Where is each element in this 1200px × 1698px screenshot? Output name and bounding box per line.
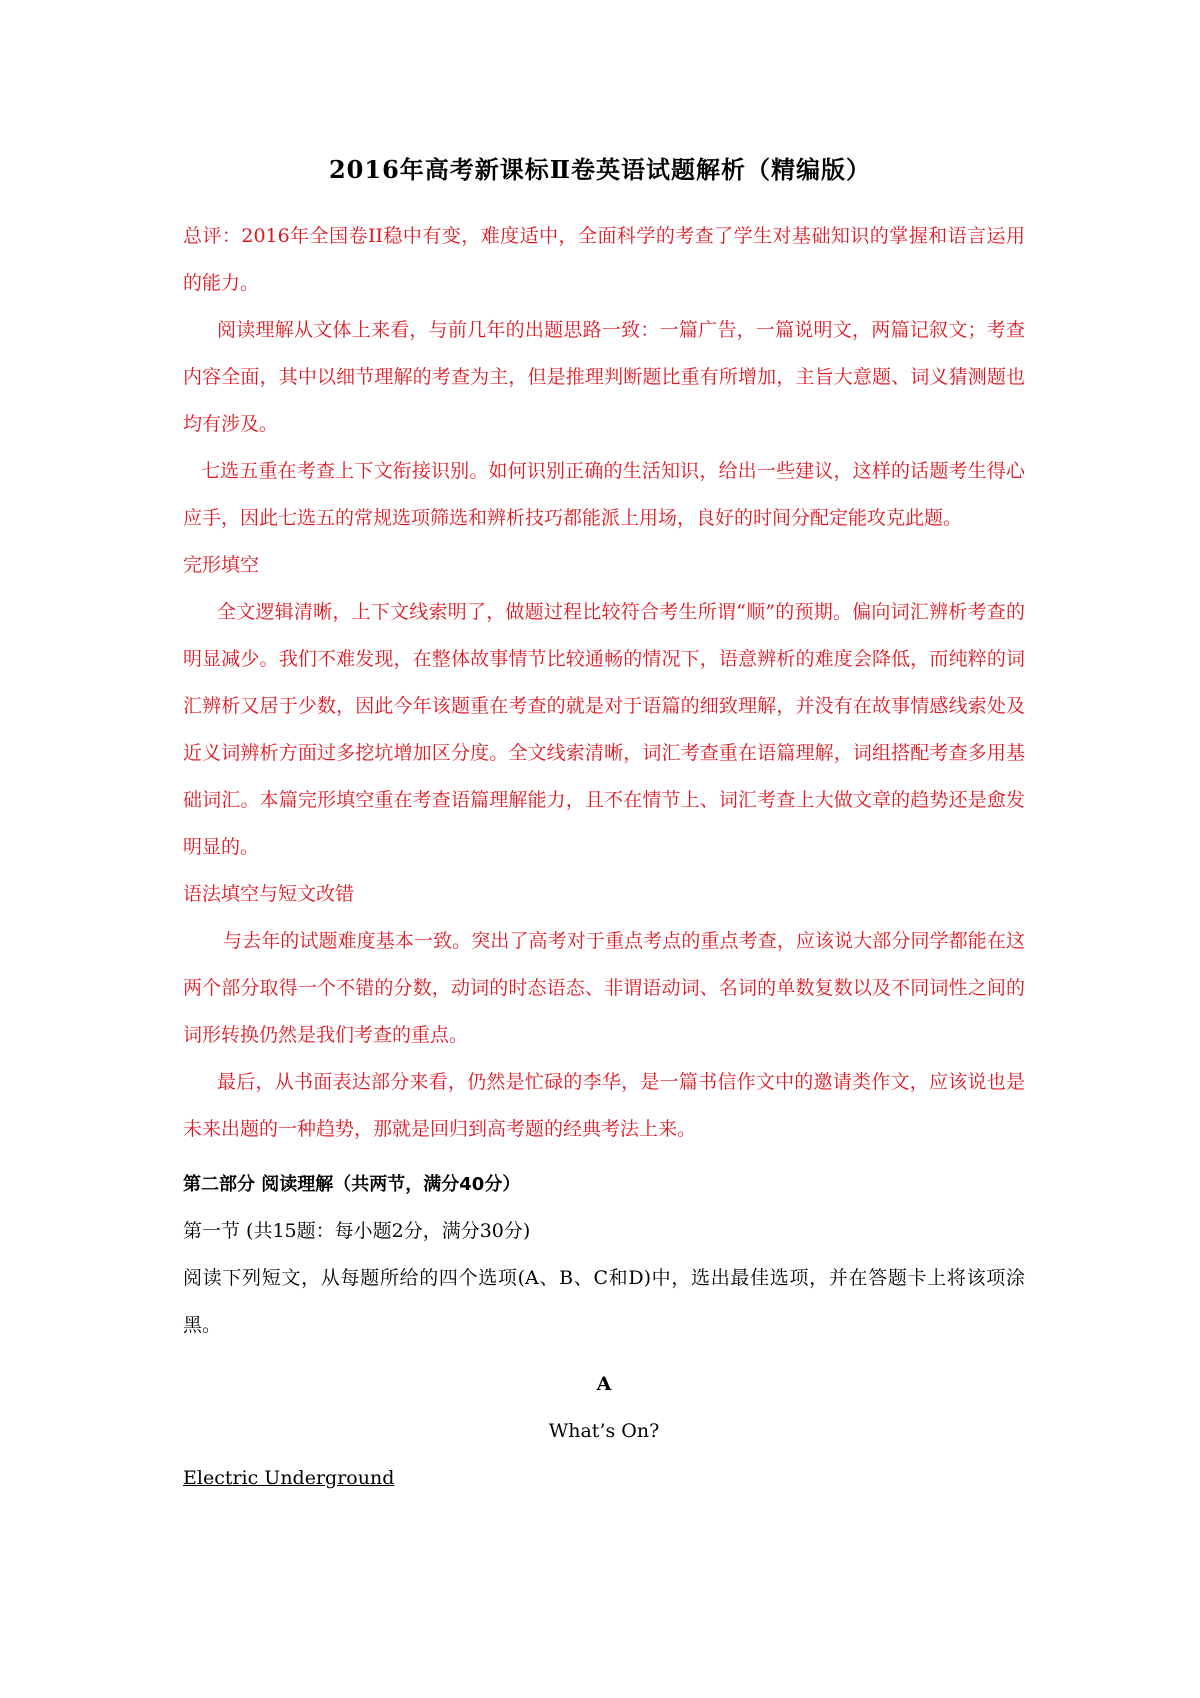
first-item-heading (183, 1455, 1025, 1502)
seven-choice-comment-paragraph: 七选五重在考查上下文衔接识别。如何识别正确的生活知识，给出一些建议，这样的话题考生得心应手，因此七选五的常规选项筛选和辨析技巧都能派上用场，良好的时间分配定能攻克此题。 (183, 460, 1025, 529)
writing-comment-paragraph: 最后，从书面表达部分来看，仍然是忙碌的李华，是一篇书信作文中的邀请类作文，应该说也是未来出题的一种趋势，那就是回归到高考题的经典考法上来。 (183, 1071, 1025, 1140)
reading-instructions: 阅读下列短文，从每题所给的四个选项(A、B、C和D)中，选出最佳选项，并在答题卡上将该项涂黑。 (183, 1267, 1025, 1336)
cloze-comment-paragraph: 全文逻辑清晰，上下文线索明了，做题过程比较符合考生所谓“顺”的预期。偏向词汇辨析考查的明显减少。我们不难发现，在整体故事情节比较通畅的情况下，语意辨析的难度会降低，而纯粹的词汇辨析又居于少数，因此今年该题重在考查的就是对于语篇的细致理解，并没有在故事情感线索处及近义词辨析方面过多挖坑增加区分度。全文线索清晰，词汇考查重在语篇理解，词组搭配考查多用基础词汇。本篇完形填空重在考查语篇理解能力，且不在情节上、词汇考查上大做文章的趋势还是愈发明显的。 (183, 601, 1025, 858)
passage-letter: A (596, 1373, 612, 1395)
first-item-title: Electric Underground (183, 1467, 395, 1489)
part2-heading: 第二部分 阅读理解（共两节，满分40分） (183, 1174, 521, 1195)
grammar-comment-paragraph: 与去年的试题难度基本一致。突出了高考对于重点考点的重点考查，应该说大部分同学都能在这两个部分取得一个不错的分数，动词的时态语态、非谓语动词、名词的单数复数以及不同词性之间的词形转换仍然是我们考查的重点。 (183, 930, 1025, 1046)
grammar-heading: 语法填空与短文改错 (183, 883, 355, 905)
section1-heading: 第一节 (共15题：每小题2分，满分30分) (183, 1220, 531, 1242)
document-body (183, 213, 1025, 1502)
document-title: 2016年高考新课标Ⅱ卷英语试题解析（精编版） (328, 155, 872, 184)
overview-paragraph: 总评：2016年全国卷II稳中有变，难度适中，全面科学的考查了学生对基础知识的掌握和语言运用的能力。 (183, 225, 1025, 294)
passage-title: What’s On? (548, 1420, 660, 1442)
reading-comment-paragraph: 阅读理解从文体上来看，与前几年的出题思路一致：一篇广告，一篇说明文，两篇记叙文；考查内容全面，其中以细节理解的考查为主，但是推理判断题比重有所增加，主旨大意题、词义猜测题也均有涉及。 (183, 319, 1025, 435)
cloze-heading: 完形填空 (183, 554, 260, 576)
